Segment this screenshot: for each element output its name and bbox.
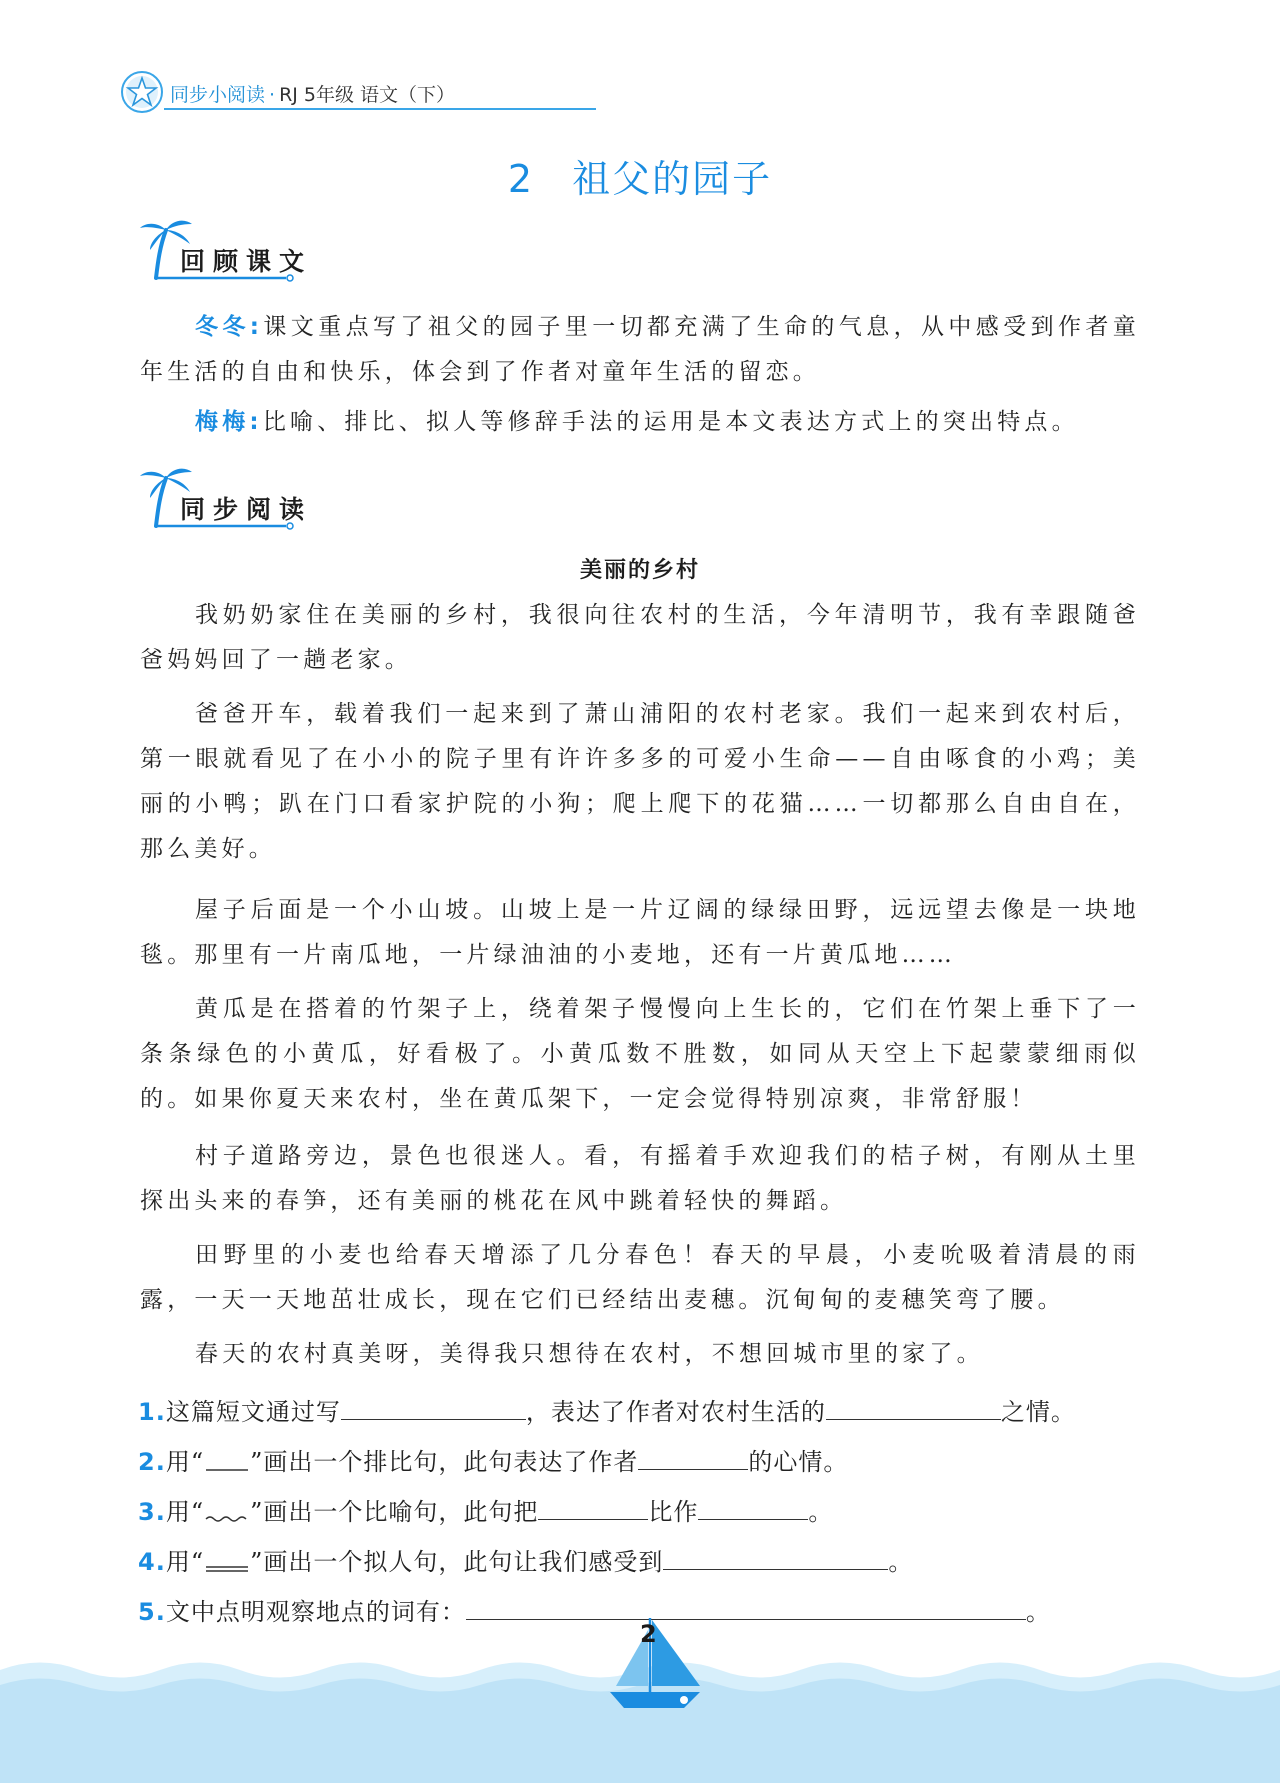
starfish-logo-icon <box>120 70 164 114</box>
question-text: ”画出一个排比句，此句表达了作者 <box>250 1448 639 1476</box>
grade-subject: RJ 5年级 语文（下） <box>279 84 456 106</box>
question-text: 这篇短文通过写 <box>165 1398 341 1426</box>
answer-blank[interactable] <box>538 1495 648 1520</box>
question-text: 比作 <box>648 1498 699 1526</box>
story-paragraph-7: 春天的农村真美呀，美得我只想待在农村，不想回城市里的家了。 <box>195 1341 984 1367</box>
series-name: 同步小阅读 <box>170 84 266 106</box>
question-text: 的心情。 <box>748 1448 849 1476</box>
review-text-2: 比喻、排比、拟人等修辞手法的运用是本文表达方式上的突出特点。 <box>262 409 1079 435</box>
question-text: ”画出一个比喻句，此句把 <box>250 1498 539 1526</box>
story-paragraph-2: 爸爸开车，载着我们一起来到了萧山浦阳的农村老家。我们一起来到农村后，第一眼就看见了在小小的院子里有许许多多的可爱小生命——自由啄食的小鸡；美丽的小鸭；趴在门口看家护院的小狗；爬上爬下的花猫……一切都那么自由自在，那么美好。 <box>140 701 1140 862</box>
question-text: 用“ <box>165 1548 205 1576</box>
speaker-meimei: 梅梅: <box>195 409 263 435</box>
question-text: 用“ <box>165 1498 205 1526</box>
lesson-number: 2 <box>507 157 535 201</box>
review-item-2 <box>140 400 1140 445</box>
review-heading-label: 回顾课文 <box>180 247 313 276</box>
question-text: 。 <box>808 1498 834 1526</box>
story-paragraph-6: 田野里的小麦也给春天增添了几分春色！春天的早晨，小麦吮吸着清晨的雨露，一天一天地茁壮成长，现在它们已经结出麦穗。沉甸甸的麦穗笑弯了腰。 <box>140 1242 1140 1313</box>
reading-heading-label: 同步阅读 <box>180 495 313 524</box>
question-3 <box>138 1492 833 1527</box>
page-number: 2 <box>640 1620 657 1648</box>
question-2 <box>138 1442 848 1477</box>
question-4 <box>138 1542 913 1577</box>
story-paragraph-1: 我奶奶家住在美丽的乡村，我很向往农村的生活，今年清明节，我有幸跟随爸爸妈妈回了一趟老家。 <box>140 602 1140 673</box>
answer-blank[interactable] <box>341 1395 526 1420</box>
story-paragraph-4: 黄瓜是在搭着的竹架子上，绕着架子慢慢向上生长的，它们在竹架上垂下了一条条绿色的小黄瓜，好看极了。小黄瓜数不胜数，如同从天空上下起蒙蒙细雨似的。如果你夏天来农村，坐在黄瓜架下，一定会觉得特别凉爽，非常舒服！ <box>140 996 1140 1112</box>
header-rule <box>164 108 596 110</box>
wavy-line-mark-icon <box>204 1496 250 1520</box>
question-number: 3. <box>138 1498 166 1526</box>
header-text <box>170 80 455 107</box>
question-text: 文中点明观察地点的词有： <box>165 1598 466 1626</box>
speaker-dongdong: 冬冬: <box>195 314 264 340</box>
straight-line-mark-icon <box>204 1446 250 1470</box>
answer-blank[interactable] <box>663 1545 888 1570</box>
question-text: 之情。 <box>1000 1398 1076 1426</box>
answer-blank[interactable] <box>638 1445 748 1470</box>
page-header <box>120 70 480 116</box>
review-section-heading <box>136 216 336 286</box>
review-text-1: 课文重点写了祖父的园子里一切都充满了生命的气息，从中感受到作者童年生活的自由和快乐，体会到了作者对童年生活的留恋。 <box>140 314 1140 385</box>
question-text: 。 <box>1025 1598 1051 1626</box>
story-paragraph-5: 村子道路旁边，景色也很迷人。看，有摇着手欢迎我们的桔子树，有刚从土里探出头来的春笋，还有美丽的桃花在风中跳着轻快的舞蹈。 <box>140 1143 1140 1214</box>
question-number: 5. <box>138 1598 166 1626</box>
page-title <box>0 148 1280 203</box>
question-text: 。 <box>888 1548 914 1576</box>
story-title: 美丽的乡村 <box>579 558 700 583</box>
question-text: 用“ <box>165 1448 205 1476</box>
lesson-title: 祖父的园子 <box>572 157 773 201</box>
answer-blank[interactable] <box>826 1395 1001 1420</box>
question-number: 4. <box>138 1548 166 1576</box>
double-line-mark-icon <box>204 1546 250 1570</box>
question-text: ”画出一个拟人句，此句让我们感受到 <box>250 1548 664 1576</box>
question-text: ，表达了作者对农村生活的 <box>525 1398 826 1426</box>
reading-section-heading <box>136 464 336 534</box>
question-1 <box>138 1392 1076 1427</box>
answer-blank[interactable] <box>698 1495 808 1520</box>
header-separator: · <box>269 84 276 106</box>
story-paragraph-3: 屋子后面是一个小山坡。山坡上是一片辽阔的绿绿田野，远远望去像是一块地毯。那里有一片南瓜地，一片绿油油的小麦地，还有一片黄瓜地…… <box>140 897 1140 968</box>
review-item-1 <box>140 305 1140 395</box>
question-number: 2. <box>138 1448 166 1476</box>
question-number: 1. <box>138 1398 166 1426</box>
